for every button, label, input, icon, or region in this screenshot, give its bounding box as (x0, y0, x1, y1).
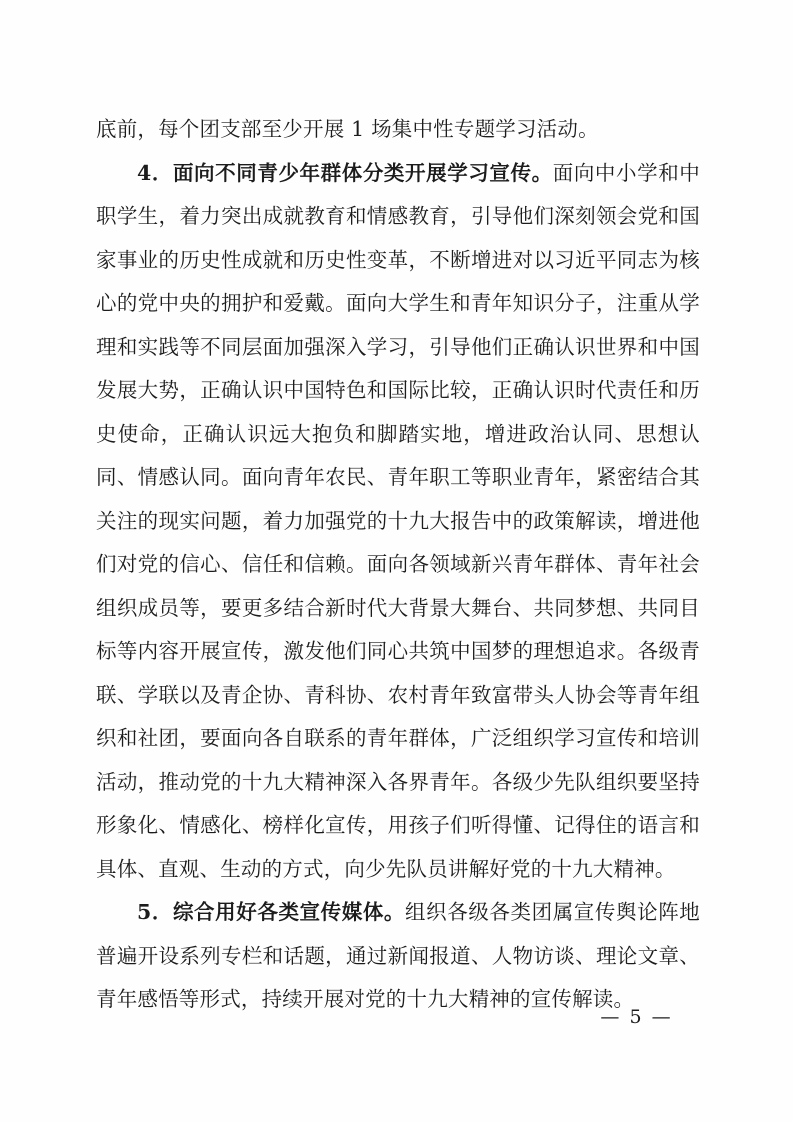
paragraph-text: 组织各级各类团属宣传舆论阵地普遍开设系列专栏和话题，通过新闻报道、人物访谈、理论文章、青年感悟等形式，持续开展对党的十九大精神的宣传解读。 (96, 900, 700, 1011)
paragraph-heading: 5．综合用好各类宣传媒体。 (137, 900, 406, 924)
paragraph-text: 面向中小学和中职学生，着力突出成就教育和情感教育，引导他们深刻领会党和国家事业的历史性成就和历史性变革，不断增进对以习近平同志为核心的党中央的拥护和爱戴。面向大学生和青年知识分子，注重从学理和实践等不同层面加强深入学习，引导他们正确认识世界和中国发展大势，正确认识中国特色和国际比较，正确认识时代责任和历史使命，正确认识远大抱负和脚踏实地，增进政治认同、思想认同、情感认同。面向青年农民、青年职工等职业青年，紧密结合其关注的现实问题，着力加强党的十九大报告中的政策解读，增进他们对党的信心、信任和信赖。面向各领域新兴青年群体、青年社会组织成员等，要更多结合新时代大背景大舞台、共同梦想、共同目标等内容开展宣传，激发他们同心共筑中国梦的理想追求。各级青联、学联以及青企协、青科协、农村青年致富带头人协会等青年组织和社团，要面向各自联系的青年群体，广泛组织学习宣传和培训活动，推动党的十九大精神深入各界青年。各级少先队组织要坚持形象化、情感化、榜样化宣传，用孩子们听得懂、记得住的语言和具体、直观、生动的方式，向少先队员讲解好党的十九大精神。 (96, 160, 701, 881)
paragraph-heading: 4．面向不同青少年群体分类开展学习宣传。 (137, 160, 553, 185)
page-number (0, 1006, 793, 1028)
paragraph-continued (96, 108, 700, 152)
paragraph-text: 底前，每个团支部至少开展 1 场集中性专题学习活动。 (96, 117, 599, 141)
page-number-text: — 5 — (600, 1006, 673, 1028)
paragraph-item-5 (96, 891, 700, 1022)
document-body (96, 108, 700, 1022)
paragraph-item-4 (96, 152, 700, 892)
